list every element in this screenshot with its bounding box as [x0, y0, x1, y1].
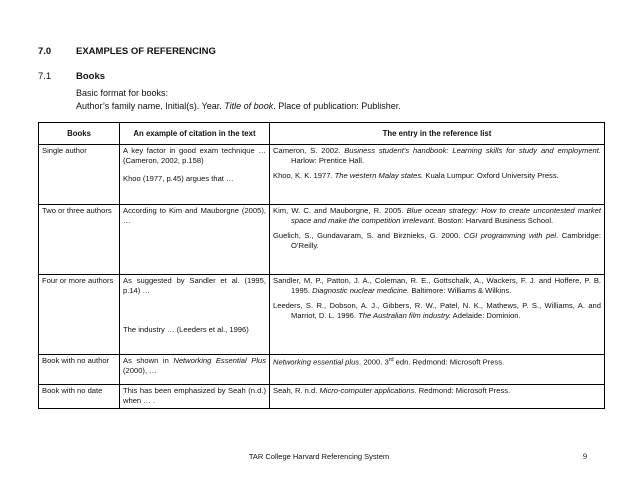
entry-author: Khoo, K. K. 1977. [273, 171, 335, 181]
entry-author: Cameron, S. 2002. [273, 146, 345, 155]
table-row [39, 385, 605, 409]
entry-author: Seah, R. n.d. [273, 386, 320, 395]
entry-title: CGI programming with pel [463, 231, 557, 241]
citation-example: The industry … (Leeders et al., 1996) [123, 325, 249, 335]
book-type: Book with no date [39, 385, 120, 409]
referencing-table [38, 122, 605, 409]
reference-entry [273, 276, 601, 295]
reference-entry [273, 386, 601, 396]
entry-author: Guelich, S., Gundavaram, S. and Birznieks, G. 2000. [273, 231, 464, 241]
page-number: 9 [583, 452, 587, 461]
table-header-row [39, 123, 605, 145]
entry-author: Kim, W. C. and Mauborgne, R. 2005. [273, 206, 407, 215]
table-row [39, 145, 605, 205]
table-row [39, 355, 605, 385]
reference-entry [273, 171, 601, 181]
entry-publisher: Kuala Lumpur: Oxford University Press. [423, 171, 559, 181]
intro-format-title: Title of book [224, 101, 274, 111]
entry-publisher: . Redmond: Microsoft Press. [414, 386, 511, 395]
entry-publisher: . Boston: Harvard Business School. [433, 215, 554, 225]
entry-publisher: . Cambridge: O’Reilly. [291, 231, 601, 250]
intro-format-author: Author’s family name, Initial(s). Year. [76, 101, 225, 111]
header-citation: An example of citation in the text [120, 123, 270, 145]
citation-example [123, 356, 266, 375]
entry-year: . 2000. 3 [359, 357, 389, 367]
reference-entry [273, 146, 601, 165]
citation-example: Khoo (1977, p.45) argues that … [123, 174, 234, 184]
header-books: Books [39, 123, 120, 145]
book-type: Book with no author [39, 355, 120, 385]
citation-cell [120, 205, 270, 275]
reference-entry [273, 301, 601, 320]
header-entry: The entry in the reference list [270, 123, 605, 145]
entry-cell [270, 385, 605, 409]
entry-title: The Australian film industry. [358, 310, 451, 320]
citation-example: This has been emphasized by Seah (n.d.) when … . [123, 386, 266, 405]
citation-example: According to Kim and Mauborgne (2005), … [123, 206, 266, 225]
section-title: EXAMPLES OF REFERENCING [76, 46, 216, 57]
entry-title: The western Malay states. [334, 171, 424, 181]
entry-title: Blue ocean strategy: How to create uncontested market space and make the competition irrelevant [291, 206, 602, 225]
book-type: Two or three authors [39, 205, 120, 275]
page-footer: TAR College Harvard Referencing System [248, 452, 390, 461]
reference-entry [273, 206, 601, 225]
entry-title: Diagnostic nuclear medicine. [312, 285, 410, 295]
entry-cell [270, 145, 605, 205]
citation-example: As suggested by Sandler et al. (1995, p.14) … [123, 276, 266, 295]
intro-line-2 [76, 101, 401, 111]
book-type: Single author [39, 145, 120, 205]
entry-title: Business student’s handbook: Learning skills for study and employment. [344, 146, 601, 155]
entry-title: Micro-computer applications [319, 386, 415, 395]
entry-cell [270, 355, 605, 385]
citation-cell [120, 385, 270, 409]
book-type: Four or more authors [39, 275, 120, 355]
entry-author: Leeders, S. R., Dobson, A. J., Gibbers, R. W., Patel, N. K., Mathews, P. S., Williams, A. and Marriot, D. L. 1996. [273, 301, 601, 320]
entry-cell [270, 205, 605, 275]
reference-entry [273, 231, 601, 250]
section-number: 7.0 [38, 46, 52, 57]
citation-cell [120, 275, 270, 355]
entry-cell [270, 275, 605, 355]
citation-cell [120, 145, 270, 205]
table-row [39, 205, 605, 275]
entry-superscript: rd [388, 357, 394, 363]
citation-example: A key factor in good exam technique … (Cameron, 2002, p.158) [123, 146, 266, 165]
citation-lead: As shown in [123, 356, 174, 365]
intro-line-1: Basic format for books: [76, 88, 169, 98]
intro-format-rest: . Place of publication: Publisher. [273, 101, 401, 111]
entry-publisher: Baltimore: Williams & Wilkins. [409, 285, 512, 295]
citation-cell [120, 355, 270, 385]
subsection-number: 7.1 [38, 71, 52, 82]
reference-entry [273, 356, 601, 367]
entry-publisher: Adelaide: Dominion. [450, 310, 521, 320]
citation-year: (2000), … [123, 365, 157, 375]
entry-publisher: edn. Redmond: Microsoft Press. [393, 357, 505, 367]
entry-title: Networking essential plus [273, 357, 360, 367]
citation-title: Networking Essential Plus [173, 356, 266, 365]
subsection-title: Books [76, 71, 106, 82]
table-row [39, 275, 605, 355]
entry-author: Sandler, M. P., Patton, J. A., Coleman, R. E., Gottschalk, A., Wackers, F. J. and Hoffere, P. B. 1995. [273, 276, 601, 295]
entry-publisher: Harlow: Prentice Hall. [291, 155, 365, 165]
